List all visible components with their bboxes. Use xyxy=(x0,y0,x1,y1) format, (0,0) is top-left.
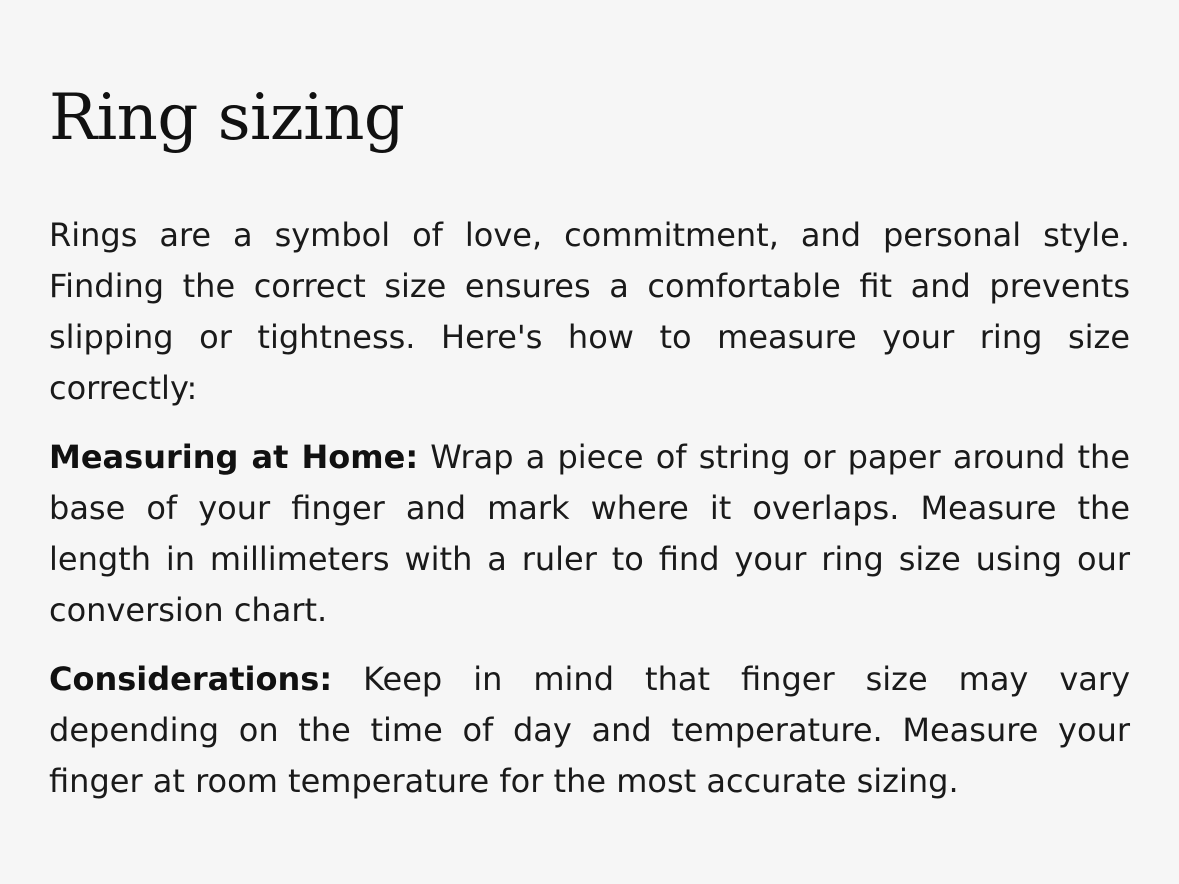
considerations-label: Considerations: xyxy=(49,660,333,698)
measuring-at-home-paragraph xyxy=(49,432,1130,636)
article-body xyxy=(49,210,1130,807)
considerations-paragraph xyxy=(49,654,1130,807)
considerations-text: Keep in mind that finger size may vary depending on the time of day and temperature. Measure your finger at room temperature for the most accurate sizing. xyxy=(49,660,1131,800)
intro-paragraph: Rings are a symbol of love, commitment, and personal style. Finding the correct size ensures a comfortable fit and prevents slipping or tightness. Here's how to measure your ring size correctly: xyxy=(49,216,1130,407)
measuring-at-home-label: Measuring at Home: xyxy=(49,438,419,476)
measuring-at-home-text: Wrap a piece of string or paper around the base of your finger and mark where it overlaps. Measure the length in millimeters with a ruler to find your ring size using our conversion chart. xyxy=(49,438,1130,629)
page-title: Ring sizing xyxy=(49,81,405,155)
